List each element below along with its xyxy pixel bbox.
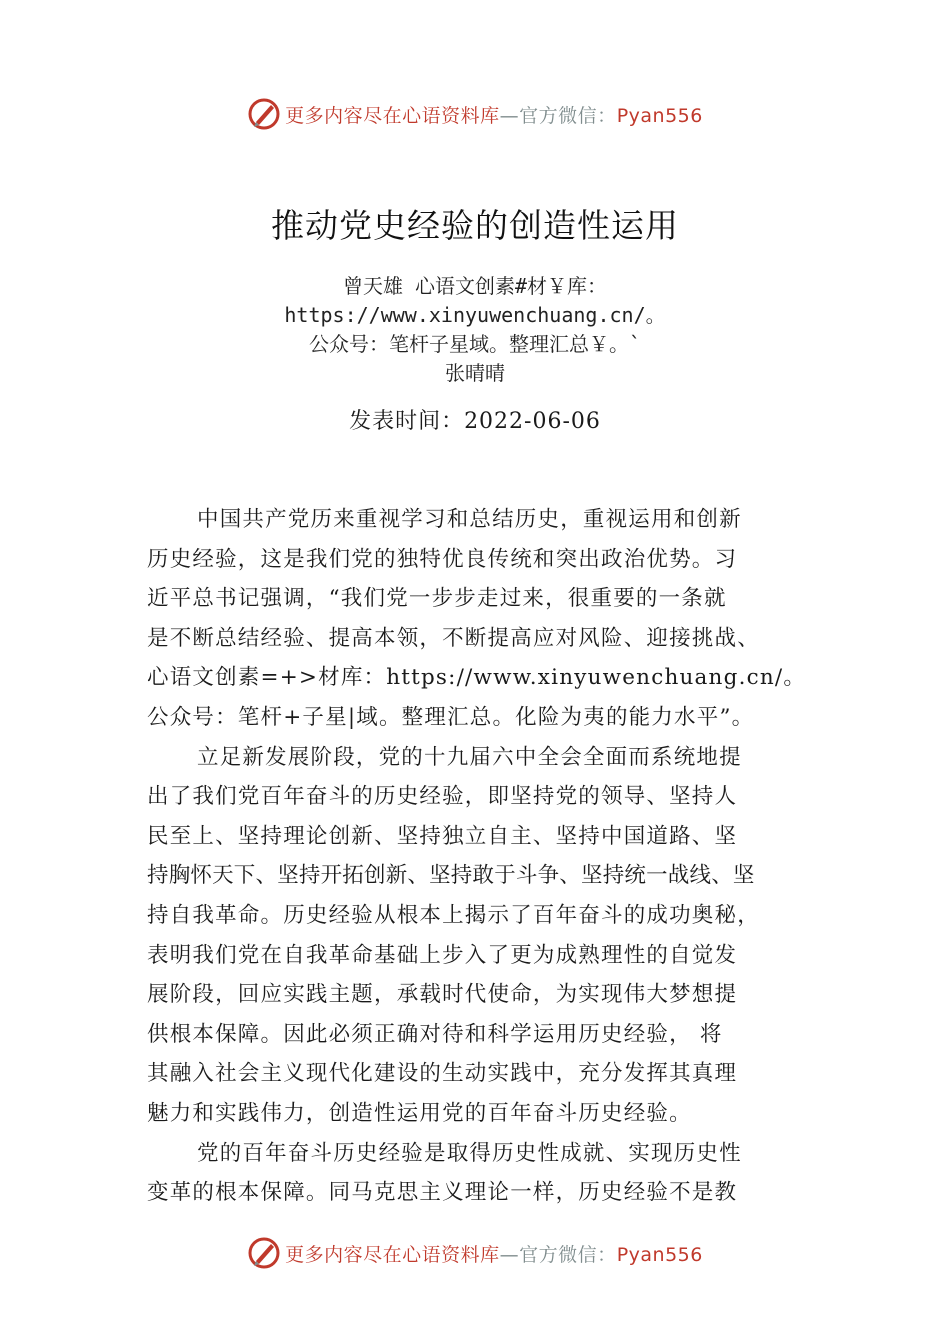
body-line: 持胸怀天下、坚持开拓创新、坚持敢于斗争、坚持统一战线、坚	[147, 863, 755, 889]
body-line: 是不断总结经验、提高本领，不断提高应对风险、迎接挑战、	[147, 625, 760, 651]
body-line: 持自我革命。历史经验从根本上揭示了百年奋斗的成功奥秘，	[147, 902, 760, 928]
author-block	[0, 272, 950, 388]
body-line: 出了我们党百年奋斗的历史经验，即坚持党的领导、坚持人	[147, 784, 738, 810]
header-banner	[0, 94, 950, 134]
author-line: https://www.xinyuwenchuang.cn/。	[284, 303, 666, 327]
body-line: 党的百年奋斗历史经验是取得历史性成就、实现历史性	[197, 1140, 742, 1166]
body-line: 民至上、坚持理论创新、坚持独立自主、坚持中国道路、坚	[147, 823, 738, 849]
body-line: 心语文创素=+>材库：https://www.xinyuwenchuang.cn/。	[147, 665, 807, 691]
body-line: 中国共产党历来重视学习和总结历史，重视运用和创新	[197, 507, 742, 532]
banner-text	[285, 101, 703, 128]
pen-logo-icon	[247, 97, 281, 131]
banner-red-text: 更多内容尽在心语资料库	[285, 1243, 500, 1266]
banner-text	[285, 1240, 703, 1267]
article-body	[147, 500, 837, 1213]
author-line: 张晴晴	[445, 361, 505, 385]
body-line: 立足新发展阶段，党的十九届六中全会全面而系统地提	[197, 744, 742, 770]
publish-date: 发表时间：2022-06-06	[349, 409, 601, 434]
author-line: 曾天雄 心语文创素#材￥库：	[342, 274, 608, 298]
pen-logo-icon	[247, 1236, 281, 1270]
body-line: 魅力和实践伟力，创造性运用党的百年奋斗历史经验。	[147, 1100, 692, 1126]
body-line: 历史经验，这是我们党的独特优良传统和突出政治优势。习	[147, 546, 738, 572]
banner-wechat-id: Pyan556	[616, 104, 703, 127]
banner-gray-text: —官方微信：	[499, 1243, 617, 1266]
banner-wechat-id: Pyan556	[616, 1243, 703, 1266]
body-line: 近平总书记强调，“我们党一步步走过来，很重要的一条就	[147, 586, 727, 612]
banner-red-text: 更多内容尽在心语资料库	[285, 104, 500, 127]
body-line: 公众号：笔杆+子星|域。整理汇总。化险为夷的能力水平”。	[147, 704, 755, 730]
author-line: 公众号：笔杆子星域。整理汇总￥。`	[308, 332, 642, 356]
body-line: 表明我们党在自我革命基础上步入了更为成熟理性的自觉发	[147, 942, 738, 968]
article-title: 推动党史经验的创造性运用	[271, 206, 679, 245]
body-line: 其融入社会主义现代化建设的生动实践中，充分发挥其真理	[147, 1061, 738, 1087]
body-line: 展阶段，回应实践主题，承载时代使命，为实现伟大梦想提	[147, 982, 738, 1008]
banner-gray-text: —官方微信：	[499, 104, 617, 127]
body-line: 供根本保障。因此必须正确对待和科学运用历史经验， 将	[147, 1021, 723, 1047]
footer-banner	[0, 1233, 950, 1273]
body-line: 变革的根本保障。同马克思主义理论一样，历史经验不是教	[147, 1180, 738, 1206]
